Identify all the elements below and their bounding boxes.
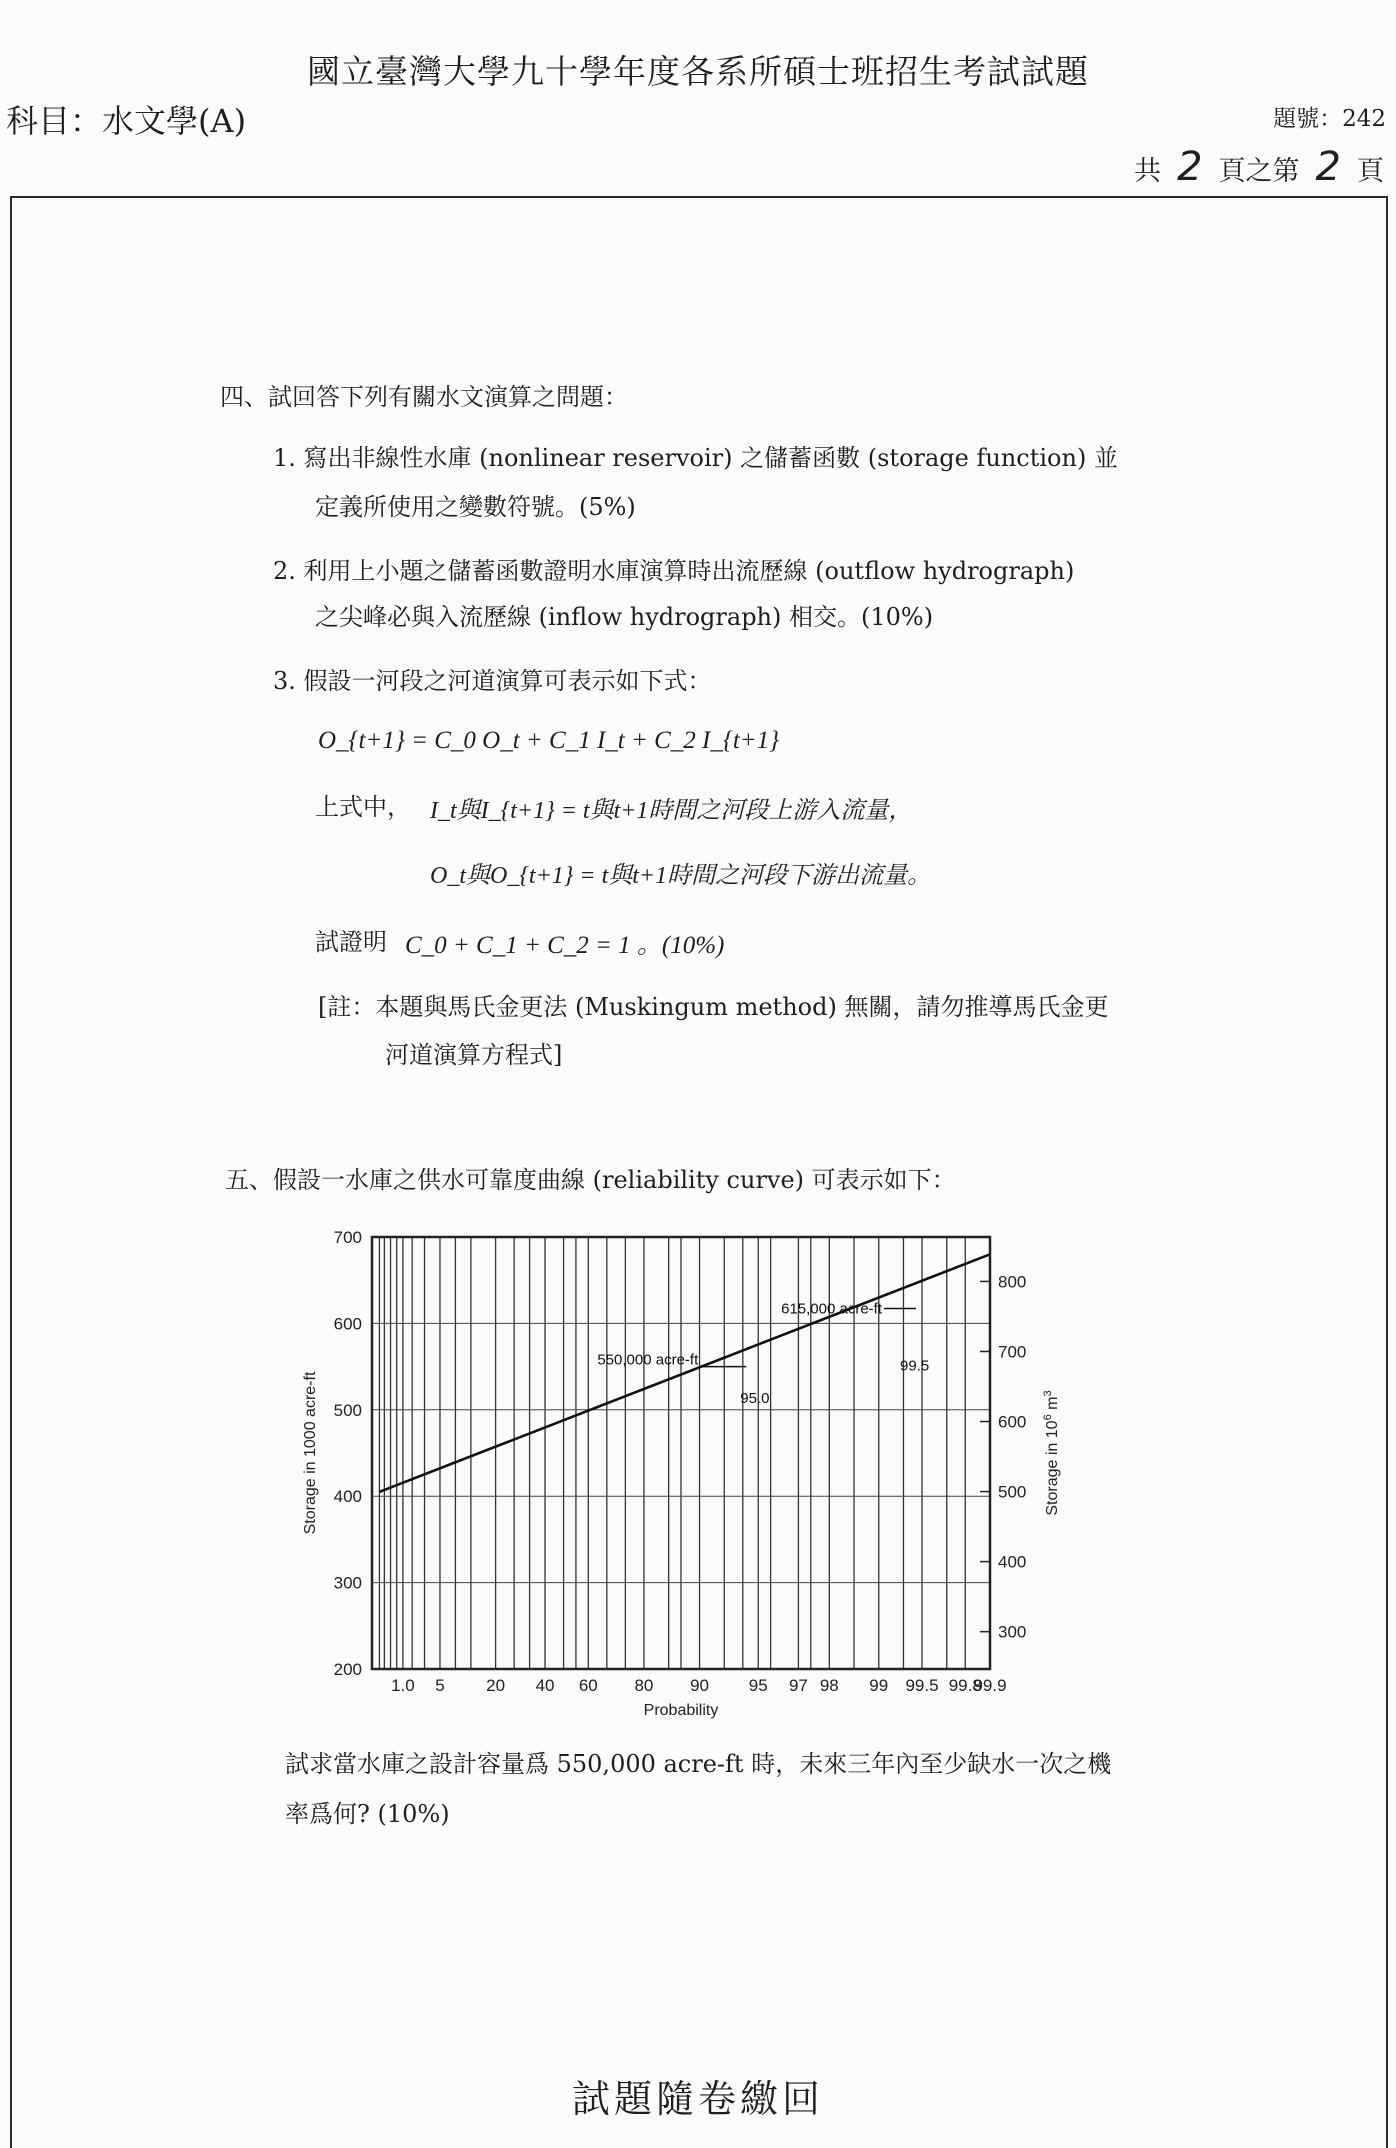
- y-tick-label: 200: [333, 1660, 362, 1679]
- where-prefix: 上式中，: [315, 793, 411, 821]
- where-line2: O_t與O_{t+1} = t與t+1時間之河段下游出流量。: [430, 863, 932, 889]
- subject-label: 科目：水文學(A): [6, 102, 247, 140]
- where-line1: I_t與I_{t+1} = t與t+1時間之河段上游入流量，: [430, 798, 913, 824]
- note-line2: 河道演算方程式]: [385, 1041, 563, 1069]
- y-tick-label: 700: [333, 1228, 362, 1247]
- x-tick-label: 98: [819, 1676, 839, 1695]
- annotation-550000: 550,000 acre-ft: [597, 1351, 699, 1369]
- q4-item2-line1: 2. 利用上小題之儲蓄函數證明水庫演算時出流歷線 (outflow hydrograph): [273, 557, 1075, 585]
- annotation-99-5: 99.5: [900, 1357, 930, 1375]
- y-right-tick-label: 800: [998, 1272, 1027, 1292]
- y-right-axis-title: Storage in $10^6$ $m^3$: [1042, 1390, 1061, 1516]
- y-right-tick-label: 700: [998, 1342, 1027, 1362]
- x-tick-label: 80: [634, 1676, 654, 1695]
- prove-equation: C_0 + C_1 + C_2 = 1 。(10%): [405, 932, 725, 959]
- q5-question-line2: 率爲何? (10%): [285, 1800, 450, 1828]
- x-tick-label: 97: [788, 1676, 808, 1695]
- q5-intro: 五、假設一水庫之供水可靠度曲線 (reliability curve) 可表示如下：: [225, 1166, 956, 1194]
- y-right-tick-label: 500: [998, 1482, 1027, 1502]
- x-tick-label: 95: [748, 1676, 768, 1695]
- page-total-prefix: 共: [1134, 156, 1162, 187]
- page-suffix: 頁: [1357, 156, 1384, 187]
- y-tick-label: 300: [333, 1573, 362, 1593]
- x-tick-label: 20: [486, 1676, 506, 1695]
- note-line1: [註：本題與馬氏金更法 (Muskingum method) 無關，請勿推導馬氏金更: [318, 993, 1109, 1021]
- q4-intro: 四、試回答下列有關水文演算之問題：: [220, 383, 628, 411]
- y-right-tick-label: 600: [998, 1412, 1027, 1432]
- x-tick-label: 1.0: [391, 1676, 415, 1695]
- routing-equation: O_{t+1} = C_0 O_t + C_1 I_t + C_2 I_{t+1}: [318, 727, 780, 754]
- y-tick-label: 400: [333, 1487, 362, 1507]
- prove-prefix: 試證明: [315, 928, 387, 956]
- page-total: 2: [1177, 144, 1203, 190]
- q4-item1-line1: 1. 寫出非線性水庫 (nonlinear reservoir) 之儲蓄函數 (storage function) 並: [273, 444, 1118, 472]
- x-tick-label: 99.5: [905, 1676, 939, 1695]
- x-axis-title: Probability: [643, 1702, 719, 1719]
- x-tick-label: 99.9: [973, 1676, 1007, 1695]
- q4-item3-line1: 3. 假設一河段之河道演算可表示如下式：: [273, 667, 712, 695]
- y-axis-title: Storage in 1000 acre-ft: [302, 1371, 319, 1535]
- x-tick-label: 99: [869, 1676, 889, 1695]
- y-tick-label: 500: [333, 1400, 362, 1420]
- y-tick-label: 600: [333, 1314, 362, 1334]
- page-mid: 頁之第: [1218, 156, 1300, 187]
- question-number: 題號：242: [1273, 106, 1386, 132]
- y-right-tick-label: 400: [998, 1552, 1027, 1572]
- x-tick-label: 5: [435, 1676, 445, 1695]
- x-tick-label: 60: [578, 1676, 598, 1695]
- x-tick-label: 90: [690, 1676, 710, 1695]
- q4-item1-line2: 定義所使用之變數符號。(5%): [315, 493, 636, 521]
- x-tick-label: 99.8: [948, 1676, 982, 1695]
- annotation-95-0: 95.0: [740, 1389, 770, 1407]
- page-current: 2: [1315, 144, 1341, 190]
- page-count: [1134, 144, 1384, 190]
- return-exam-stamp: 試題隨卷繳回: [571, 2077, 824, 2121]
- exam-title: 國立臺灣大學九十學年度各系所碩士班招生考試試題: [307, 52, 1089, 91]
- annotation-615000: 615,000 acre-ft: [781, 1300, 883, 1318]
- y-right-tick-label: 300: [998, 1622, 1027, 1642]
- reliability-curve-chart: [295, 1225, 1075, 1719]
- q4-item2-line2: 之尖峰必與入流歷線 (inflow hydrograph) 相交。(10%): [315, 603, 934, 631]
- x-tick-label: 40: [535, 1676, 555, 1695]
- q5-question-line1: 試求當水庫之設計容量爲 550,000 acre-ft 時，未來三年內至少缺水一次之機: [285, 1750, 1112, 1778]
